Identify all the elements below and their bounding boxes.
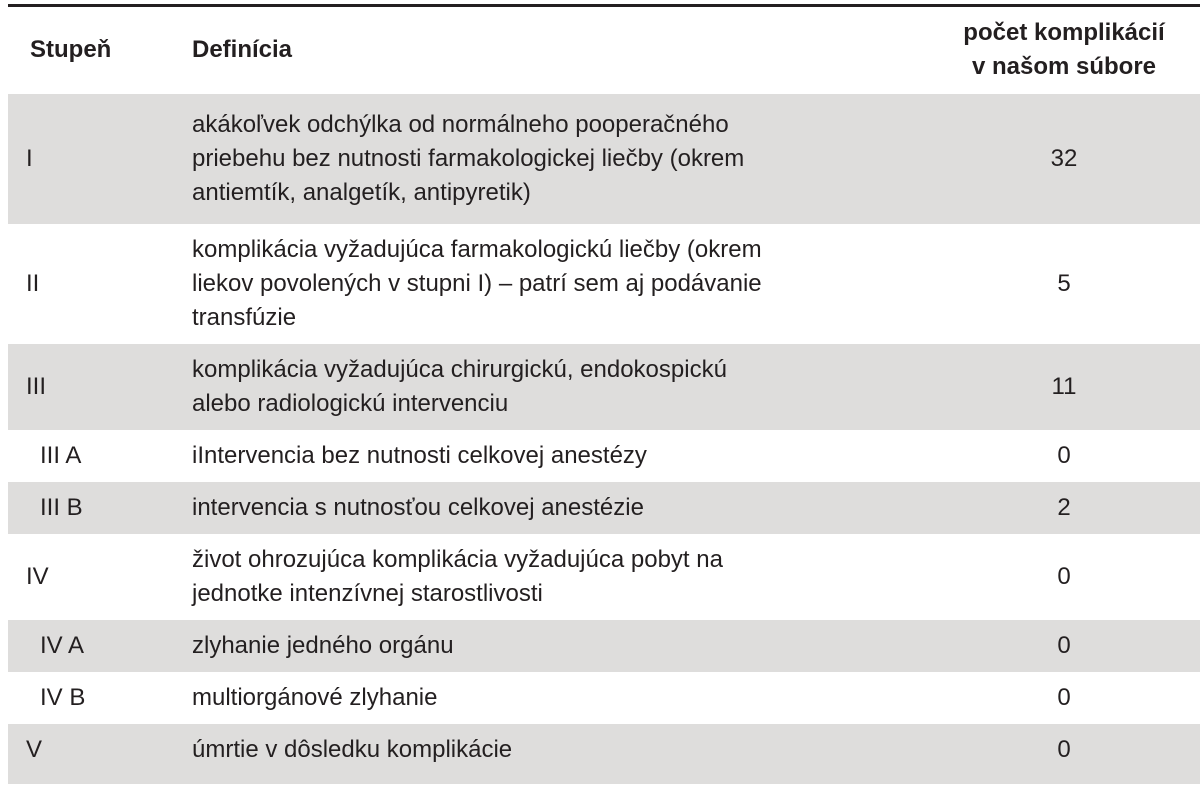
definition-cell (178, 224, 908, 344)
definition-line: komplikácia vyžadujúca farmakologickú liečby (okrem (192, 235, 762, 263)
table-row (8, 482, 1200, 534)
table-row (8, 94, 1200, 224)
count-cell: 0 (1057, 441, 1071, 469)
definition-cell (178, 620, 908, 672)
definition-line: antiemtík, analgetík, antipyretik) (192, 178, 531, 206)
definition-cell (178, 482, 908, 534)
grade-cell: III A (40, 441, 82, 469)
definition-cell (178, 672, 908, 724)
table-row (8, 620, 1200, 672)
count-cell: 0 (1057, 683, 1071, 711)
header-count-line2: v našom súbore (971, 53, 1157, 81)
definition-cell (178, 724, 908, 776)
definition-line: intervencia s nutnosťou celkovej anestézie (192, 493, 644, 521)
definition-line: iIntervencia bez nutnosti celkovej anestézy (192, 441, 647, 469)
grade-cell: IV A (40, 631, 85, 659)
definition-line: priebehu bez nutnosti farmakologickej liečby (okrem (192, 144, 745, 172)
definition-line: život ohrozujúca komplikácia vyžadujúca pobyt na (192, 545, 723, 573)
definition-line: zlyhanie jedného orgánu (192, 631, 454, 659)
grade-cell: IV B (40, 683, 86, 711)
grade-cell: III B (40, 493, 83, 521)
definition-cell (178, 430, 908, 482)
table-header (8, 6, 1200, 94)
definition-cell (178, 344, 908, 430)
definition-line: úmrtie v dôsledku komplikácie (192, 735, 513, 763)
grade-cell: I (26, 144, 33, 172)
grade-cell: III (26, 372, 47, 400)
table-body (8, 94, 1200, 776)
definition-line: jednotke intenzívnej starostlivosti (192, 579, 543, 607)
grade-cell: V (26, 735, 43, 763)
definition-cell (178, 94, 908, 224)
header-row (8, 6, 1200, 94)
count-cell: 0 (1057, 735, 1071, 763)
table-row (8, 672, 1200, 724)
definition-line: akákoľvek odchýlka od normálneho pooperačného (192, 110, 729, 138)
table-row (8, 430, 1200, 482)
table-row (8, 224, 1200, 344)
definition-line: multiorgánové zlyhanie (192, 683, 438, 711)
count-cell: 5 (1057, 269, 1071, 297)
header-definition: Definícia (192, 36, 293, 64)
table-bottom-band (8, 776, 1200, 784)
definition-line: alebo radiologickú intervenciu (192, 389, 509, 417)
count-cell: 32 (1050, 144, 1078, 172)
table-row (8, 344, 1200, 430)
grade-cell: II (26, 269, 40, 297)
header-grade: Stupeň (30, 36, 112, 64)
definition-line: transfúzie (192, 303, 297, 331)
definition-line: komplikácia vyžadujúca chirurgickú, endokospickú (192, 355, 727, 383)
table-row (8, 534, 1200, 620)
count-cell: 0 (1057, 562, 1071, 590)
header-count (908, 6, 1200, 94)
count-cell: 0 (1057, 631, 1071, 659)
grade-cell: IV (26, 562, 49, 590)
count-cell: 11 (1051, 372, 1077, 400)
complication-grade-table-container (8, 4, 1200, 794)
definition-line: liekov povolených v stupni I) – patrí sem aj podávanie (192, 269, 762, 297)
definition-cell (178, 534, 908, 620)
header-count-line1: počet komplikácií (963, 19, 1165, 47)
table-row (8, 724, 1200, 776)
complication-grade-table (8, 4, 1200, 776)
count-cell: 2 (1057, 493, 1071, 521)
